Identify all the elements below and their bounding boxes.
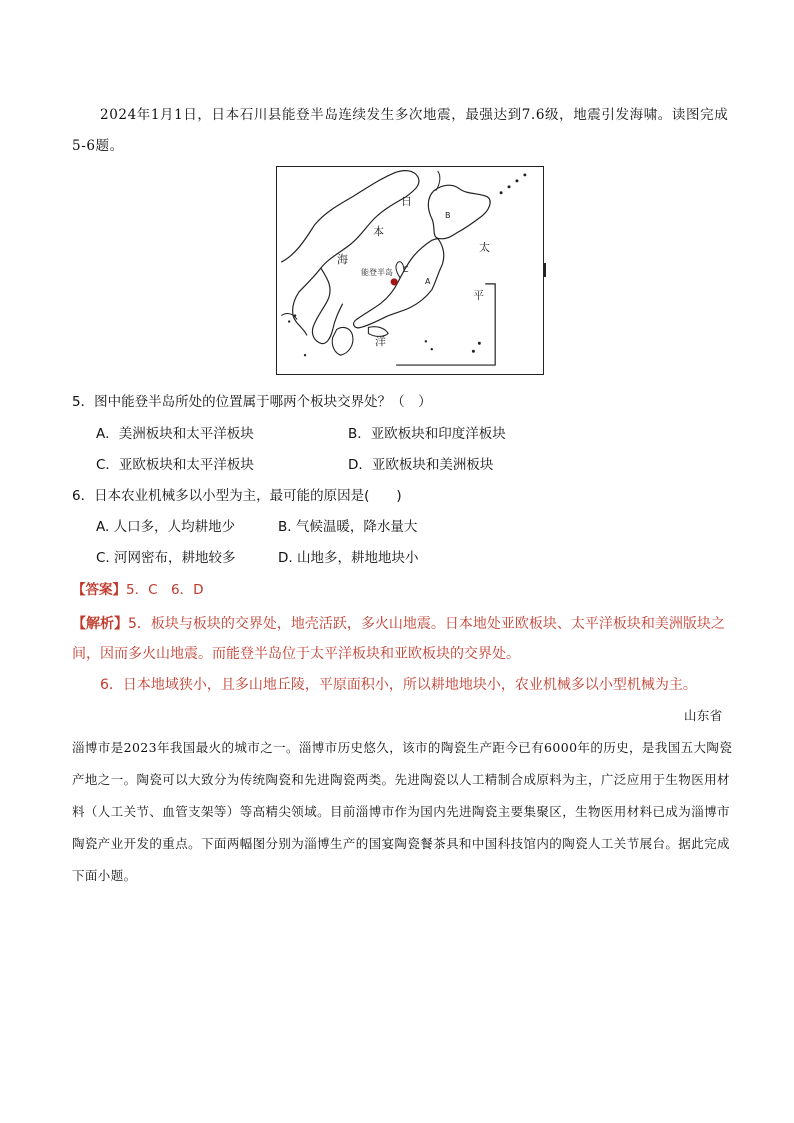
map-label-ping: 平 — [473, 289, 484, 302]
q5-option-c: C．亚欧板块和太平洋板块 — [96, 457, 254, 473]
map-label-b: B — [445, 211, 451, 220]
q6-option-d: D. 山地多，耕地地块小 — [278, 550, 419, 566]
answer-line — [72, 580, 204, 600]
q6-option-c: C. 河网密布，耕地较多 — [96, 550, 236, 566]
q6-option-b: B. 气候温暖，降水量大 — [278, 519, 418, 535]
analysis-5-text: 5．板块与板块的交界处，地壳活跃，多火山地震。日本地处亚欧板块、太平洋板块和美洲版块之间，因而多火山地震。而能登半岛位于太平洋板块和亚欧板块的交界处。 — [72, 616, 725, 662]
japan-map — [276, 166, 544, 375]
intro-paragraph: 2024年1月1日，日本石川县能登半岛连续发生多次地震，最强达到7.6级，地震引发海啸。读图完成5-6题。 — [72, 107, 729, 154]
zibo-paragraph-text: 山东省淄博市是2023年我国最火的城市之一。淄博市历史悠久，该市的陶瓷生产距今已有6000年的历史，是我国五大陶瓷产地之一。陶瓷可以大致分为传统陶瓷和先进陶瓷两类。先进陶瓷以人工精制合成原料为主，广泛应用于生物医用材料（人工关节、血管支架等）等高精尖领域。目前淄博市作为国内先进陶瓷主要集聚区，生物医用材料已成为淄博市陶瓷产业开发的重点。下面两幅图分别为淄博生产的国宴陶瓷餐茶具和中国科技馆内的陶瓷人工关节展台。据此完成下面小题。 — [72, 708, 733, 883]
q5-option-b: B．亚欧板块和印度洋板块 — [348, 426, 506, 442]
map-label-c: C — [403, 265, 409, 274]
map-label-hai: 海 — [337, 253, 348, 266]
map-label-a: A — [425, 277, 431, 286]
q6-option-a: A. 人口多，人均耕地少 — [96, 519, 236, 535]
answer-label: 【答案】 — [72, 582, 126, 598]
map-label-peninsula: 能登半岛 — [361, 268, 393, 277]
noto-peninsula-marker — [391, 278, 398, 285]
question-6-stem: 6．日本农业机械多以小型为主，最可能的原因是( ) — [72, 488, 402, 504]
map-label-yang: 洋 — [375, 335, 386, 348]
analysis-5 — [72, 609, 732, 669]
analysis-label: 【解析】 — [72, 616, 128, 632]
map-label-tai: 太 — [479, 241, 490, 254]
map-label-ri: 日 — [401, 195, 412, 208]
answer-text: 5．C 6．D — [126, 582, 204, 598]
q5-option-a: A．美洲板块和太平洋板块 — [96, 426, 254, 442]
analysis-6-text: 6．日本地域狭小，且多山地丘陵，平原面积小，所以耕地地块小，农业机械多以小型机械为主。 — [100, 677, 697, 693]
edge-tick — [544, 263, 546, 277]
map-label-ben: 本 — [373, 225, 384, 238]
q5-option-d: D．亚欧板块和美洲板块 — [348, 457, 494, 473]
analysis-6 — [72, 670, 734, 700]
zibo-paragraph — [72, 700, 734, 892]
question-5-stem: 5．图中能登半岛所处的位置属于哪两个板块交界处？（ ） — [72, 394, 432, 410]
